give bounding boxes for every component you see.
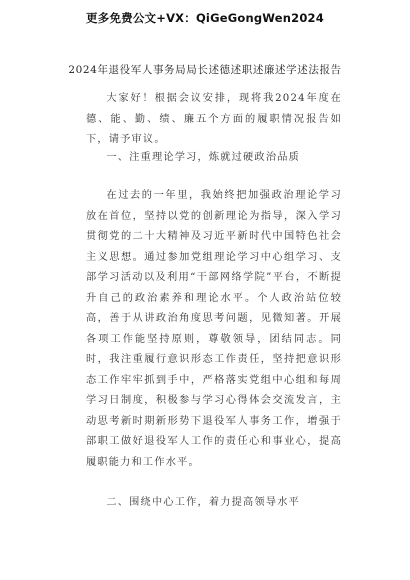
section-heading-2: 二、围绕中心工作，着力提高领导水平 (106, 497, 300, 508)
section-heading-1: 一、注重理论学习，炼就过硬政治品质 (106, 152, 300, 163)
promo-banner: 更多免费公文+VX：QiGeGongWen2024 (86, 11, 324, 25)
section-1-paragraph: 在过去的一年里，我始终把加强政治理论学习放在首位，坚持以党的创新理论为指导，深入学习贯彻党的二十大精神及习近平新时代中国特色社会主义思想。通过参加党组理论学习中心组学习、支部学习活动以及利用“干部网络学院”平台，不断提升自己的政治素养和理论水平。个人政治站位较高，善于从讲政治角度思考问题，见微知著。开展各项工作能坚持原则，尊敬领导，团结同志。同时，我注重履行意识形态工作责任，坚持把意识形态工作牢牢抓到手中，严格落实党组中心组和每周学习日制度，积极参与学习心得体会交流发言，主动思考新时期新形势下退役军人事务工作，增强于部职工做好退役军人工作的责任心和事业心，提高履职能力和工作水平。 (86, 190, 342, 468)
document-title: 2024年退役军人事务局局长述德述职述廉述学述法报告 (68, 64, 342, 76)
intro-paragraph: 大家好！根据会议安排，现将我2024年度在德、能、勤、绩、廉五个方面的履职情况报告如下，请予审议。 (86, 93, 342, 145)
